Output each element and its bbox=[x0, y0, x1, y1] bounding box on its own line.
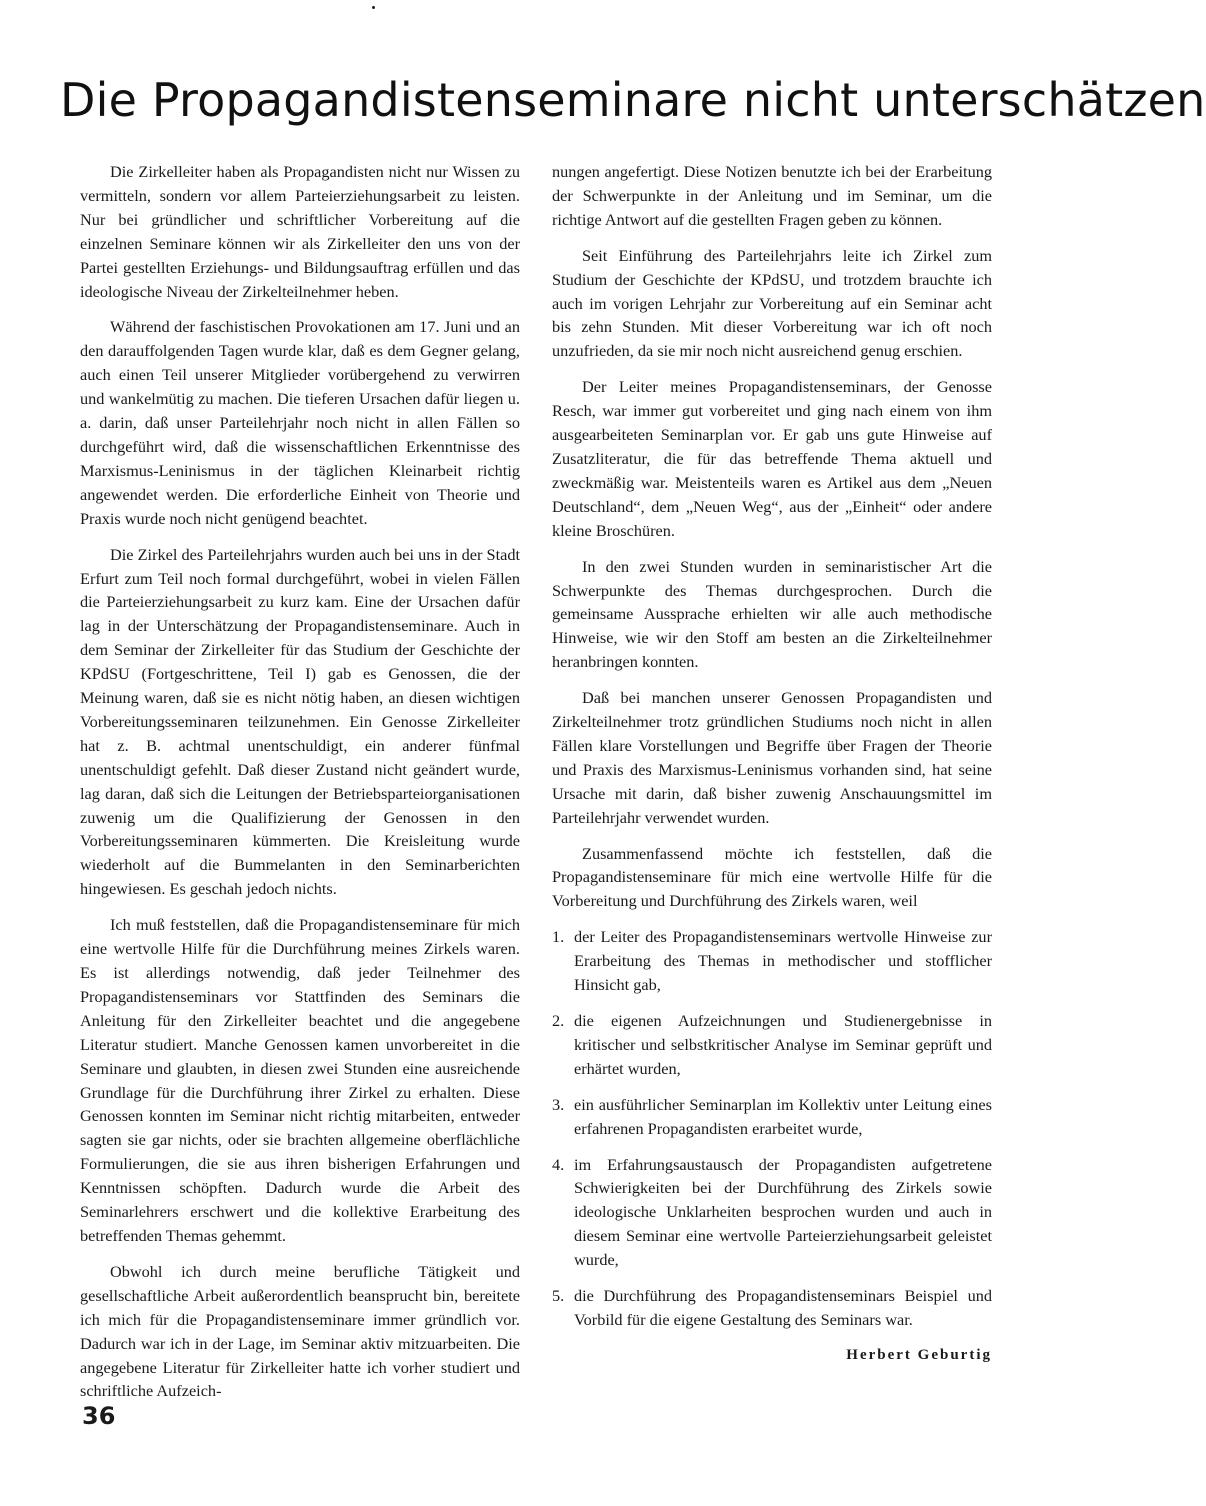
list-text: die Durchführung des Propagandistenseminars Beispiel und Vorbild für die eigene Gestaltung des Seminars war. bbox=[574, 1286, 992, 1329]
list-number: 3. bbox=[552, 1094, 565, 1114]
list-item bbox=[552, 925, 992, 997]
list-text: ein ausführlicher Seminarplan im Kollektiv unter Leitung eines erfahrenen Propagandisten erarbeitet wurde, bbox=[574, 1094, 992, 1138]
paragraph: In den zwei Stunden wurden in seminaristischer Art die Schwerpunkte des Themas durchgesprochen. Durch die gemeinsame Aussprache erhielten wir alle auch methodische Hinweise, wie wir den Stoff am besten an die Zirkelteilnehmer heranbringen konnten. bbox=[552, 556, 992, 672]
paragraph: Der Leiter meines Propagandistenseminars, der Genosse Resch, war immer gut vorbereitet und ging nach einem von ihm ausgearbeiteten Seminarplan vor. Er gab uns gute Hinweise auf Zusatzliteratur, die für das betreffende Thema aktuell und zweckmäßig war. Meistenteils waren es Artikel aus dem „Neuen Deutschland“, dem „Neuen Weg“, aus der „Einheit“ oder andere kleine Broschüren. bbox=[552, 377, 992, 540]
paragraph: Zusammenfassend möchte ich feststellen, daß die Propagandistenseminare für mich eine wertvolle Hilfe für die Vorbereitung und Durchführung des Zirkels waren, weil bbox=[552, 843, 992, 911]
paragraph: Während der faschistischen Provokationen am 17. Juni und an den darauffolgenden Tagen wurde klar, daß es dem Gegner gelang, auch einen Teil unserer Mitglieder vorübergehend zu verwirren und wankelmütig zu machen. Die tieferen Ursachen dafür liegen u. a. darin, daß unser Parteilehrjahr noch nicht in allen Fällen so durchgeführt wird, daß die wissenschaftlichen Erkenntnisse des Marxismus-Leninismus in der täglichen Kleinarbeit richtig angewendet werden. Die erforderliche Einheit von Theorie und Praxis wurde noch nicht genügend beachtet. bbox=[80, 317, 520, 528]
reasons-list bbox=[552, 925, 992, 1332]
page-number: 36 bbox=[82, 1402, 116, 1430]
list-number: 5. bbox=[552, 1286, 565, 1306]
list-text: der Leiter des Propagandistenseminars wertvolle Hinweise zur Erarbeitung des Themas in methodischer und stofflicher Hinsicht gab, bbox=[574, 927, 992, 995]
list-item bbox=[552, 1009, 992, 1081]
left-column bbox=[80, 160, 520, 1415]
list-number: 1. bbox=[552, 927, 565, 947]
list-text: im Erfahrungsaustausch der Propagandisten aufgetretene Schwierigkeiten bei der Durchführung des Zirkels sowie ideologische Unklarheiten besprochen wurden und auch in diesem Seminar eine wertvolle Parteierziehungsarbeit geleistet wurde, bbox=[574, 1154, 992, 1270]
print-mark bbox=[372, 6, 375, 9]
paragraph: Daß bei manchen unserer Genossen Propagandisten und Zirkelteilnehmer trotz gründlichen Studiums noch nicht in allen Fällen klare Vorstellungen und Begriffe über Fragen der Theorie und Praxis des Marxismus-Leninismus vorhanden sind, hat seine Ursache mit darin, daß bisher zuwenig Anschauungsmittel im Parteilehrjahr verwendet wurden. bbox=[552, 688, 992, 827]
list-item bbox=[552, 1284, 992, 1332]
paragraph: Seit Einführung des Parteilehrjahrs leite ich Zirkel zum Studium der Geschichte der KPdSU, und trotzdem brauchte ich auch im vorigen Lehrjahr zur Vorbereitung auf ein Seminar acht bis zehn Stunden. Mit dieser Vorbereitung war ich oft noch unzufrieden, da sie mir noch nicht ausreichend genug erschien. bbox=[552, 245, 992, 361]
page-title: Die Propagandistenseminare nicht unterschätzen bbox=[60, 73, 1206, 127]
paragraph-continuation: nungen angefertigt. Diese Notizen benutzte ich bei der Erarbeitung der Schwerpunkte in der Anleitung und im Seminar, um die richtige Antwort auf die gestellten Fragen geben zu können. bbox=[552, 162, 992, 229]
list-item bbox=[552, 1093, 992, 1141]
list-item bbox=[552, 1153, 992, 1273]
list-number: 4. bbox=[552, 1154, 565, 1174]
paragraph: Die Zirkel des Parteilehrjahrs wurden auch bei uns in der Stadt Erfurt zum Teil noch formal durchgeführt, wobei in vielen Fällen die Parteierziehungsarbeit zu kurz kam. Eine der Ursachen dafür lag in der Unterschätzung der Propagandistenseminare. Auch in dem Seminar der Zirkelleiter für das Studium der Geschichte der KPdSU (Fortgeschrittene, Teil I) gab es Genossen, die der Meinung waren, daß sie es nicht nötig haben, an diesen wichtigen Vorbereitungsseminaren teilzunehmen. Ein Genosse Zirkelleiter hat z. B. achtmal unentschuldigt, ein anderer fünfmal unentschuldigt gefehlt. Daß dieser Zustand nicht geändert wurde, lag daran, daß sich die Leitungen der Betriebsparteiorganisationen zuwenig um die Qualifizierung der Genossen in den Vorbereitungsseminaren kümmerten. Die Kreisleitung wurde wiederholt auf die Bummelanten in den Seminarberichten hingewiesen. Es geschah jedoch nichts. bbox=[80, 544, 520, 899]
list-text: die eigenen Aufzeichnungen und Studienergebnisse in kritischer und selbstkritischer Analyse im Seminar geprüft und erhärtet wurden, bbox=[574, 1011, 992, 1078]
paragraph: Die Zirkelleiter haben als Propagandisten nicht nur Wissen zu vermitteln, sondern vor allem Parteierziehungsarbeit zu leisten. Nur bei gründlicher und schriftlicher Vorbereitung auf die einzelnen Seminare können wir als Zirkelleiter den uns von der Partei gestellten Erziehungs- und Bildungsauftrag erfüllen und das ideologische Niveau der Zirkelteilnehmer heben. bbox=[80, 162, 520, 301]
list-number: 2. bbox=[552, 1011, 565, 1030]
paragraph: Ich muß feststellen, daß die Propagandistenseminare für mich eine wertvolle Hilfe für die Durchführung meines Zirkels waren. Es ist allerdings notwendig, daß jeder Teilnehmer des Propagandistenseminars vor Stattfinden des Seminars die Anleitung für den Zirkelleiter beachtet und die angegebene Literatur studiert. Manche Genossen kamen unvorbereitet in die Seminare und glaubten, in diesen zwei Stunden eine ausreichende Grundlage für die Durchführung ihrer Zirkel zu erhalten. Diese Genossen konnten im Seminar nicht richtig mitarbeiten, entweder sagten sie gar nichts, oder sie brachten allgemeine oberflächliche Formulierungen, die sie aus ihren bisherigen Erfahrungen und Kenntnissen schöpften. Dadurch wurde die Arbeit des Seminarlehrers erschwert und die kollektive Erarbeitung des betreffenden Themas gehemmt. bbox=[80, 915, 520, 1245]
paragraph: Obwohl ich durch meine berufliche Tätigkeit und gesellschaftliche Arbeit außerordentlich beansprucht bin, bereitete ich mich für die Propagandistenseminare immer gründlich vor. Dadurch war ich in der Lage, im Seminar aktiv mitzuarbeiten. Die angegebene Literatur für Zirkelleiter hatte ich vorher studiert und schriftliche Aufzeich- bbox=[80, 1261, 520, 1401]
author-signature: Herbert Geburtig bbox=[846, 1346, 992, 1363]
right-column bbox=[552, 160, 992, 1368]
